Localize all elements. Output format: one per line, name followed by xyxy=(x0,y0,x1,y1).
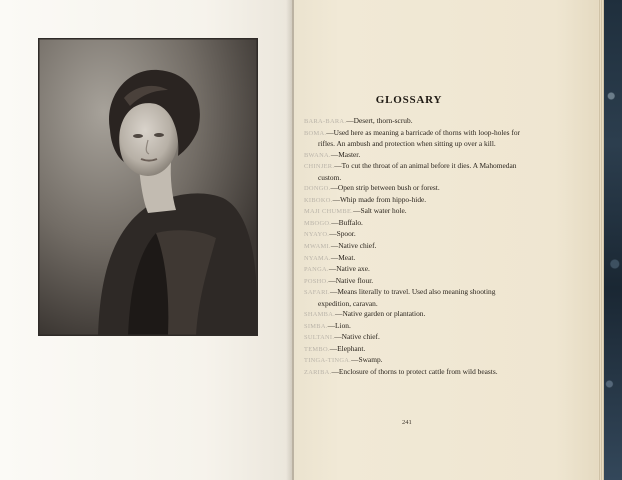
glossary-definition: —Native axe. xyxy=(328,264,370,274)
glossary-entry xyxy=(304,150,522,162)
glossary-definition: —Lion. xyxy=(327,320,351,330)
glossary-definition: —Used here as meaning a barricade of thorns with loop-holes for rifles. An ambush and protection when sitting up over a kill. xyxy=(318,127,521,149)
glossary-term: BARA-BARA. xyxy=(304,118,347,125)
glossary-entry xyxy=(304,183,522,195)
glossary-term: BOMA. xyxy=(304,129,327,137)
glossary-definition: —Desert, thorn-scrub. xyxy=(346,116,413,125)
glossary-definition: —Elephant. xyxy=(329,343,366,353)
glossary-term: TEMBO. xyxy=(304,345,330,353)
glossary-term: SHAMBA. xyxy=(304,311,336,319)
glossary-definition: —Buffalo. xyxy=(331,217,363,227)
glossary-term: TINGA-TINGA. xyxy=(304,357,352,365)
glossary-definition: —Means literally to travel. Used also meaning shooting expedition, caravan. xyxy=(318,287,496,308)
glossary-term: BWANA. xyxy=(304,151,331,159)
glossary-term: POSHO. xyxy=(304,277,329,285)
portrait-photograph xyxy=(38,38,258,336)
glossary-term: MBOGO. xyxy=(304,219,332,227)
glossary-title: GLOSSARY xyxy=(375,94,443,106)
glossary-term: SULTANI. xyxy=(304,334,335,342)
glossary-term: NYAYO. xyxy=(304,231,330,239)
glossary-definition: —Native garden or plantation. xyxy=(335,309,426,319)
glossary-entry xyxy=(304,309,522,321)
glossary-entry xyxy=(304,287,522,309)
glossary-term: SIMBA. xyxy=(304,322,328,330)
glossary-definition: —Open strip between bush or forest. xyxy=(330,183,440,193)
glossary-entry xyxy=(304,195,522,207)
glossary-entry xyxy=(304,161,522,183)
glossary-entry xyxy=(304,218,522,230)
glossary-entry xyxy=(304,253,522,265)
marbled-cover-board xyxy=(604,0,622,480)
glossary-entries xyxy=(304,116,522,379)
glossary-entry xyxy=(304,241,522,253)
glossary-definition: —Enclosure of thorns to protect cattle from wild beasts. xyxy=(331,367,498,377)
glossary-term: MAJI CHUMBE. xyxy=(304,208,354,216)
glossary-entry xyxy=(304,128,522,150)
glossary-entry xyxy=(304,276,522,288)
left-page xyxy=(0,0,292,480)
glossary-definition: —Native flour. xyxy=(328,275,374,285)
glossary-definition: —Meat. xyxy=(330,252,356,262)
glossary-term: KIBOKO. xyxy=(304,196,333,204)
glossary-entry xyxy=(304,332,522,344)
glossary-term: DONGO. xyxy=(304,185,331,193)
glossary-entry xyxy=(304,344,522,356)
glossary-entry xyxy=(304,264,522,276)
glossary-definition: —Whip made from hippo-hide. xyxy=(332,194,427,204)
glossary-entry xyxy=(304,321,522,333)
glossary-term: PANGA. xyxy=(304,266,329,274)
glossary-term: ZARIBA. xyxy=(304,369,332,377)
glossary-definition: —Master. xyxy=(330,149,361,159)
glossary-definition: —Spoor. xyxy=(329,229,356,239)
glossary-entry xyxy=(304,355,522,367)
glossary-term: CHINJER. xyxy=(304,163,335,171)
glossary-definition: —Native chief. xyxy=(334,332,380,342)
glossary-definition: —Native chief. xyxy=(330,241,377,251)
glossary-entry xyxy=(304,206,522,218)
glossary-term: NYAMA. xyxy=(304,254,331,262)
glossary-entry xyxy=(304,116,522,128)
glossary-definition: —Swamp. xyxy=(351,355,383,365)
glossary-term: MWAMI. xyxy=(304,243,331,251)
glossary-definition: —Salt water hole. xyxy=(353,206,407,216)
page-number: 241 xyxy=(402,419,412,426)
glossary-entry xyxy=(304,367,522,379)
glossary-definition: —To cut the throat of an animal before it dies. A Mahomedan custom. xyxy=(318,161,517,182)
glossary-term: SAFARI. xyxy=(304,289,330,297)
glossary-entry xyxy=(304,229,522,241)
